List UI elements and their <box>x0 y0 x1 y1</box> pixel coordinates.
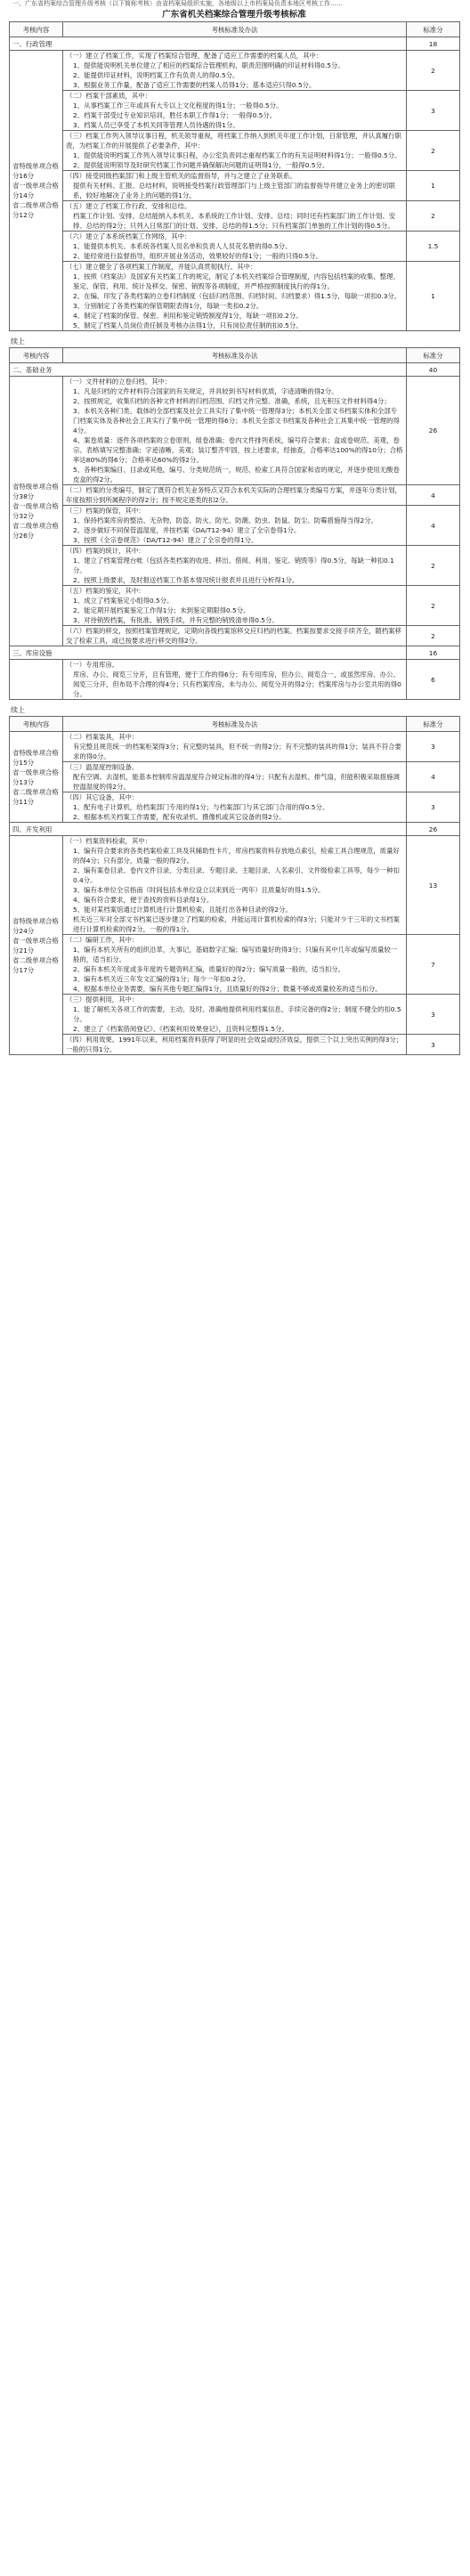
criterion-text: （三）档案的保管，其中： <box>66 507 145 515</box>
standards-table-part3 <box>9 716 460 1055</box>
criterion-text: 3、根据业务工作量，配备了适应工作需要的档案人员得1分；基本适应只得0.5分。 <box>73 81 316 89</box>
criterion-text: （四）利用效果。1991年以来，利用档案资料获得了明显的社会效益或经济效益，提供三个以上突出实例的得3分；一般的只得1分。 <box>66 1036 403 1053</box>
header-standard: 考核标准及办法 <box>63 717 407 732</box>
row-score: 3 <box>407 995 460 1035</box>
table-row <box>10 995 460 1035</box>
criterion-text: （三）档案工作列入领导议事日程，机关领导重视，将档案工作纳入到机关年度工作计划，日常管理，并认真履行职责，为档案工作的开展提供了必要条件，其中： <box>66 132 401 150</box>
criterion-text: （一）档案资料检索，其中： <box>66 837 152 845</box>
qualification-line: 省一级单项合格分13分 <box>12 768 59 786</box>
table-row <box>10 1035 460 1055</box>
standard-method-cell <box>63 836 407 935</box>
row-score: 2 <box>407 586 460 626</box>
section-score: 16 <box>407 646 460 660</box>
criterion-text: （六）档案的移交，按照档案管理规定，定期向各级档案馆移交应归档的档案。档案按要求交接手续齐全，随档案移交了检索工具，或已按要求进行移交的得2分。 <box>66 627 401 645</box>
criterion-text: 2、档案干部受过专业知识培训，胜任本职工作得1分；一般得0.5分。 <box>73 111 277 119</box>
qualification-line: 省二级单项合格分26分 <box>12 522 59 540</box>
table-row <box>10 201 460 232</box>
header-content: 考核内容 <box>10 717 63 732</box>
standard-method-cell <box>63 262 407 331</box>
criterion-text: 2、根据本机关档案工作需要，配有收录机、摄像机或其它设备的得2分。 <box>73 813 286 821</box>
criterion-text: 3、按照《全宗卷规范》（DA/T12-94）建立了全宗卷的得1分。 <box>73 536 258 544</box>
criterion-text: 4、案卷质量：逐件各项档案的立卷原则，组卷准确；卷内文件排列系统，编号符合要求；盒或卷规范、美观，卷宗、表格填写完整准确；字迹清晰，美观；装订整齐牢固，按上述要求，经抽查，合格率达100%的得10分；合格率达80%的得6分；合格率达60%的得2分。 <box>73 436 403 464</box>
row-score: 3 <box>407 732 460 762</box>
criterion-text: 1、凡是归档的文件材料符合国家的有关规定，并具较到书写材料优质，字迹清晰的得2分。 <box>73 387 338 395</box>
standard-method-cell <box>63 377 407 485</box>
table-row <box>10 377 460 485</box>
row-score: 3 <box>407 792 460 823</box>
row-score: 2 <box>407 626 460 646</box>
criterion-text: 3、档案人员已享受了本机关同等管理人员待遇的得1分。 <box>73 121 239 129</box>
criterion-text: 1、能了解机关各项工作的需要，主动、及时、准确地提供利用档案信息，手续完备的得2分；制度不健全的扣0.5分。 <box>73 1005 401 1023</box>
qualification-standard-cell <box>10 732 63 823</box>
table-row <box>10 91 460 131</box>
continued-label: 续上 <box>11 337 25 345</box>
standards-table-part2 <box>9 347 460 700</box>
qualification-standard-cell <box>10 377 63 646</box>
criterion-text: 提供有关材料、汇报、总结材料，说明接受档案行政管理部门与上级主管部门的监督指导并建立业务上的密切联系，较好地解决了业务上的问题的得1分。 <box>73 182 396 199</box>
criterion-text: （一）专用库房。 <box>66 661 119 669</box>
standard-method-cell <box>63 995 407 1035</box>
criterion-text: 5、能对某档案馆通过计算机进行计算机检索，且能打出各种目录的得2分。 <box>73 906 292 914</box>
criterion-text: （二）档案的分类编号，制定了既符合机关业务特点又符合本机关实际的合理档案分类编号方案，并逐年分类计划，年度按照分到所属程序的得2分；按不规定逐类的扣2分。 <box>66 486 401 504</box>
criterion-text: 1、编有符合要求的各类档案检索工具及其辅助性卡片，库房档案资料存放地点索引，检索工具合理规范，质量好的得4分；只有部分，质量一般的得2分。 <box>73 847 400 865</box>
row-score: 1 <box>407 262 460 331</box>
table-row <box>10 792 460 823</box>
section-title: 二、基础业务 <box>10 363 407 377</box>
standard-method-cell <box>63 586 407 626</box>
criterion-text: 3、编有本单位全宗指南（时间包括本单位设立以来到近一两年）且质量好的得1.5分。 <box>73 886 325 894</box>
criterion-text: 1、保持档案库房的整洁、无杂物，防盗、防火、防光、防潮、防虫、防鼠、防尘、防霉措施得当得2分。 <box>73 516 377 524</box>
header-score: 标准分 <box>407 348 460 363</box>
continued-label: 续上 <box>11 706 25 714</box>
criterion-text: 1、配有电子计算机，给档案部门专用的得1分；与档案部门与其它部门合用的得0.5分。 <box>73 803 329 811</box>
row-score: 2 <box>407 51 460 91</box>
qualification-standard-cell <box>10 836 63 1055</box>
table-row <box>10 586 460 626</box>
criterion-text: 2、逐步做好不同保管温湿度，并按档案《DA/T12-94》建立了全宗卷得1分。 <box>73 526 301 534</box>
clipped-top-text: 一、广东省档案综合管理升级考核（以下简称考核）由省档案局组织实施，各地级以上市档案局负责本地区考核工作…… <box>12 0 343 7</box>
criterion-text: （四）接受同级档案部门和上级主管机关的监督指导，并与之建立了业务联系。 <box>66 172 296 180</box>
criterion-text: （一）文件材料的立卷归档，其中： <box>66 378 172 386</box>
qualification-standard-cell <box>10 660 63 700</box>
criterion-text: 3、对待销毁档案，有批准、销毁手续，并有完整的销毁清单得0.5分。 <box>73 616 279 624</box>
criterion-text: 4、编有符合要求，便于查找的资料目录得1分。 <box>73 896 214 904</box>
qualification-line: 省特级单项合格分38分 <box>12 483 59 500</box>
standard-method-cell <box>63 626 407 646</box>
qualification-line: 省二级单项合格分17分 <box>12 955 59 974</box>
criterion-text: 2、编有本机关年度或多年度的专题资料汇编，质量好的得2分；编写质量一般的，适当扣分。 <box>73 965 345 973</box>
row-score: 2 <box>407 546 460 586</box>
criterion-text: 有完整且规范统一的档案柜架得3分；有完整的装具，但不统一的得2分；有不完整的装具的得1分；装具不符合要求的得0分。 <box>73 743 401 760</box>
row-score: 2 <box>407 201 460 232</box>
criterion-text: （二）档案干部素质，其中： <box>66 92 152 100</box>
criterion-text: 1、按照《档案法》及国家有关档案工作的规定，制定了本机关档案综合管理制度，内容包括档案的收集、整理、鉴定、保管、利用、统计及移交、保密、销毁等各项制度，并严格按照制度执行的得1分。 <box>73 272 400 290</box>
criterion-text: 2、建立了《档案借阅登记》、《档案利用效果登记》，且资料完整得1.5分。 <box>73 1025 288 1033</box>
criterion-text: 档案工作计划、安排、总结能纳入本机关、本系统的工作计划、安排、总结；同时还有档案部门的工作计划、安排、总结的得2分；只列入日常部门的计划、安排、总结的得1.5分；只有档案部门单独的工作计划的得0.5分。 <box>73 212 396 230</box>
row-score: 13 <box>407 836 460 935</box>
row-score: 1 <box>407 171 460 201</box>
table-row <box>10 762 460 792</box>
standard-method-cell <box>63 935 407 995</box>
header-score: 标准分 <box>407 717 460 732</box>
standard-method-cell <box>63 792 407 823</box>
criterion-text: 5、制定了档案人员岗位责任制及考核办法得1分，只有岗位责任制的扣0.5分。 <box>73 321 303 329</box>
header-score: 标准分 <box>407 22 460 37</box>
table-row <box>10 171 460 201</box>
criterion-text: （二）编研工作，其中： <box>66 936 139 944</box>
criterion-text: 3、编有本机关近三年发文汇编的得1分；每少一年扣0.2分。 <box>73 975 250 983</box>
table-row <box>10 131 460 171</box>
section-title: 一、行政管理 <box>10 37 407 51</box>
qualification-line: 省一级单项合格分21分 <box>12 936 59 955</box>
standard-method-cell <box>63 131 407 171</box>
criterion-text: （三）温湿度控制设备。 <box>66 763 139 771</box>
criterion-text: 1、能提供本机关、本系统各档案人员名单和负责人人员花名册的得0.5分。 <box>73 242 292 250</box>
qualification-line: 省一级单项合格分32分 <box>12 502 59 520</box>
standard-method-cell <box>63 546 407 586</box>
criterion-text: 2、编有案卷目录、卷内文件目录、分类目录、专题目录、主题目录、人名索引、文件级检索工具等，每少一种扣0.4分。 <box>73 866 400 884</box>
criterion-text: （五）档案的鉴定，其中： <box>66 587 145 595</box>
document-title: 广东省机关档案综合管理升级考核标准 <box>162 10 306 20</box>
criterion-text: （二）档案装具，其中： <box>66 733 139 741</box>
criterion-text: 4、根据本单位业务需要，编有其他专题汇编得1分，且质量好的得2分；数量不够或质量较差的适当扣分。 <box>73 985 382 993</box>
header-standard: 考核标准及办法 <box>63 22 407 37</box>
table-row <box>10 485 460 506</box>
criterion-text: 2、能提供印证材料，说明档案工作有负责人的得0.5分。 <box>73 71 239 79</box>
section-score: 26 <box>407 823 460 836</box>
table-row <box>10 732 460 762</box>
table-row <box>10 232 460 262</box>
standard-method-cell <box>63 762 407 792</box>
table-row <box>10 262 460 331</box>
section-title: 三、库房设施 <box>10 646 407 660</box>
row-score: 26 <box>407 377 460 485</box>
header-standard: 考核标准及办法 <box>63 348 407 363</box>
criterion-text: （三）提供利用，其中： <box>66 995 139 1004</box>
table-row <box>10 935 460 995</box>
criterion-text: 3、分别制定了各类档案的保管期限表得1分，每缺一类扣0.2分。 <box>73 302 263 310</box>
table-row <box>10 836 460 935</box>
table-row <box>10 546 460 586</box>
criterion-text: 2、按照规定，收集归档的各种文件材料的归档范围、归档文件完整、准确，系统，且无积压文件材料得4分； <box>73 397 391 405</box>
criterion-text: 2、能定期开展档案鉴定工作得1分；未到鉴定期限得0.5分。 <box>73 606 250 614</box>
criterion-text: （四）档案的统计，其中： <box>66 547 145 555</box>
criterion-text: 1、提供能说明机关单位建立了相应的档案综合管理机构，职责范围明确的印证材料得0.5分。 <box>73 61 344 69</box>
criterion-text: 4、制定了档案的保管、保密、利用和鉴定销毁制度得1分，每缺一项扣0.2分。 <box>73 312 303 320</box>
row-score: 3 <box>407 1035 460 1055</box>
section-score: 40 <box>407 363 460 377</box>
criterion-text: 1、建立了档案管理台帐（包括各类档案的收进、移出、借阅、利用、鉴定、销毁等）得0.5分，每缺一种扣0.1分。 <box>73 557 394 574</box>
header-content: 考核内容 <box>10 22 63 37</box>
qualification-standard-cell <box>10 51 63 331</box>
qualification-line: 省特级单项合格分16分 <box>12 162 59 180</box>
standard-method-cell <box>63 91 407 131</box>
standard-method-cell <box>63 1035 407 1055</box>
table-row <box>10 660 460 700</box>
section-score: 18 <box>407 37 460 51</box>
criterion-text: 5、各种档案编目、目录或其他，编号、分类规范统一，规范、检索工具符合国家和省的规定，并逐步使用无酸卷皮盒的得2分。 <box>73 466 400 484</box>
criterion-text: 配有空调、去湿机，能基本控制库房温湿度符合规定标准的得4分；只配有去湿机、排气扇，但能积极采取措施调控温湿度的得2分。 <box>73 773 400 791</box>
qualification-line: 省二级单项合格分12分 <box>12 201 59 219</box>
row-score: 1.5 <box>407 232 460 262</box>
standard-method-cell <box>63 201 407 232</box>
standard-method-cell <box>63 660 407 700</box>
standard-method-cell <box>63 485 407 506</box>
qualification-line: 省二级单项合格分11分 <box>12 787 59 806</box>
row-score: 3 <box>407 91 460 131</box>
qualification-line: 省特级单项合格分24分 <box>12 916 59 935</box>
criterion-text: 2、提供能说明领导及时研究档案工作问题并确保解决问题的证明得1分，一般得0.5分。 <box>73 161 329 169</box>
row-score: 7 <box>407 935 460 995</box>
row-score: 4 <box>407 506 460 546</box>
standards-table-part1 <box>9 21 460 331</box>
table-row <box>10 51 460 91</box>
row-score: 4 <box>407 485 460 506</box>
section-title: 四、开发利用 <box>10 823 407 836</box>
criterion-text: 1、从事档案工作三年或具有大专以上文化程度的得1分；一般得0.5分。 <box>73 102 283 110</box>
standard-method-cell <box>63 732 407 762</box>
criterion-text: （五）建立了档案工作行政、安排和总结。 <box>66 202 191 210</box>
standard-method-cell <box>63 51 407 91</box>
criterion-text: 1、编有本机关所有的组织沿革，大事记，基础数字汇编；编写质量好的得3分；只编有其中几年或编写质量较一般的，适当扣分。 <box>73 946 398 963</box>
criterion-text: 3、本机关各种门类、载体的全部档案及社会工具实行了集中统一管理得3分；本机关全部文书档案实体和全部专门档案实体及各种社会工具实行了集中统一管理的得6分；本机关全部文书档案及各种社会工具集中统一管理的得4分。 <box>73 407 400 435</box>
table-row <box>10 506 460 546</box>
document-page <box>9 0 459 1055</box>
criterion-text: 库房、办公、阅览三分开，且有管理，便于工作的得6分；有专用库房，但办公、阅览合一，或虽然库房、办公、阅览三分开，但布局不合理的得4分；只有档案库房，未与办公、阅览分开的得2分；档案库房与办公室共用的得0分。 <box>73 670 401 698</box>
criterion-text: 2、在编、印发了各类档案的立卷归档制度（包括归档范围、归档时间、归档要求）得1.5分，每缺一项扣0.3分。 <box>73 292 401 300</box>
criterion-text: （四）其它设备，其中： <box>66 793 139 801</box>
row-score: 2 <box>407 131 460 171</box>
qualification-line: 省一级单项合格分14分 <box>12 182 59 199</box>
criterion-text: 2、按照上级要求，及时报送档案工作基本情况统计报表并且进行分析得1分。 <box>73 576 299 584</box>
criterion-text: 2、能经常进行监督指导，组织开展业务活动，效果较好的得1分；一般的只得0.5分。 <box>73 252 322 260</box>
header-content: 考核内容 <box>10 348 63 363</box>
standard-method-cell <box>63 171 407 201</box>
standard-method-cell <box>63 506 407 546</box>
criterion-text: （六）建立了本系统档案工作网络，其中： <box>66 232 191 240</box>
criterion-text: 机关近三年对全部文书档案已逐步建立了档案的检索，并能运用计算机检索的得3分；只能对少于三年的文书档案进行计算机检索的得2分，一般的得1分。 <box>73 915 400 933</box>
row-score: 6 <box>407 660 460 700</box>
criterion-text: 1、提供能说明档案工作列入领导议事日程，办公室负责同志重视档案工作的有关证明材料得1分；一般得0.5分。 <box>73 151 401 159</box>
row-score: 4 <box>407 762 460 792</box>
criterion-text: （七）建立健全了各项档案工作制度，并能认真贯彻执行。其中： <box>66 263 257 271</box>
criterion-text: 1、成立了档案鉴定小组得0.5分。 <box>73 597 174 605</box>
qualification-line: 省特级单项合格分15分 <box>12 748 59 767</box>
criterion-text: （一）建立了档案工作，实现了档案综合管理，配备了适应工作需要的档案人员，其中： <box>66 52 323 60</box>
standard-method-cell <box>63 232 407 262</box>
table-row <box>10 626 460 646</box>
